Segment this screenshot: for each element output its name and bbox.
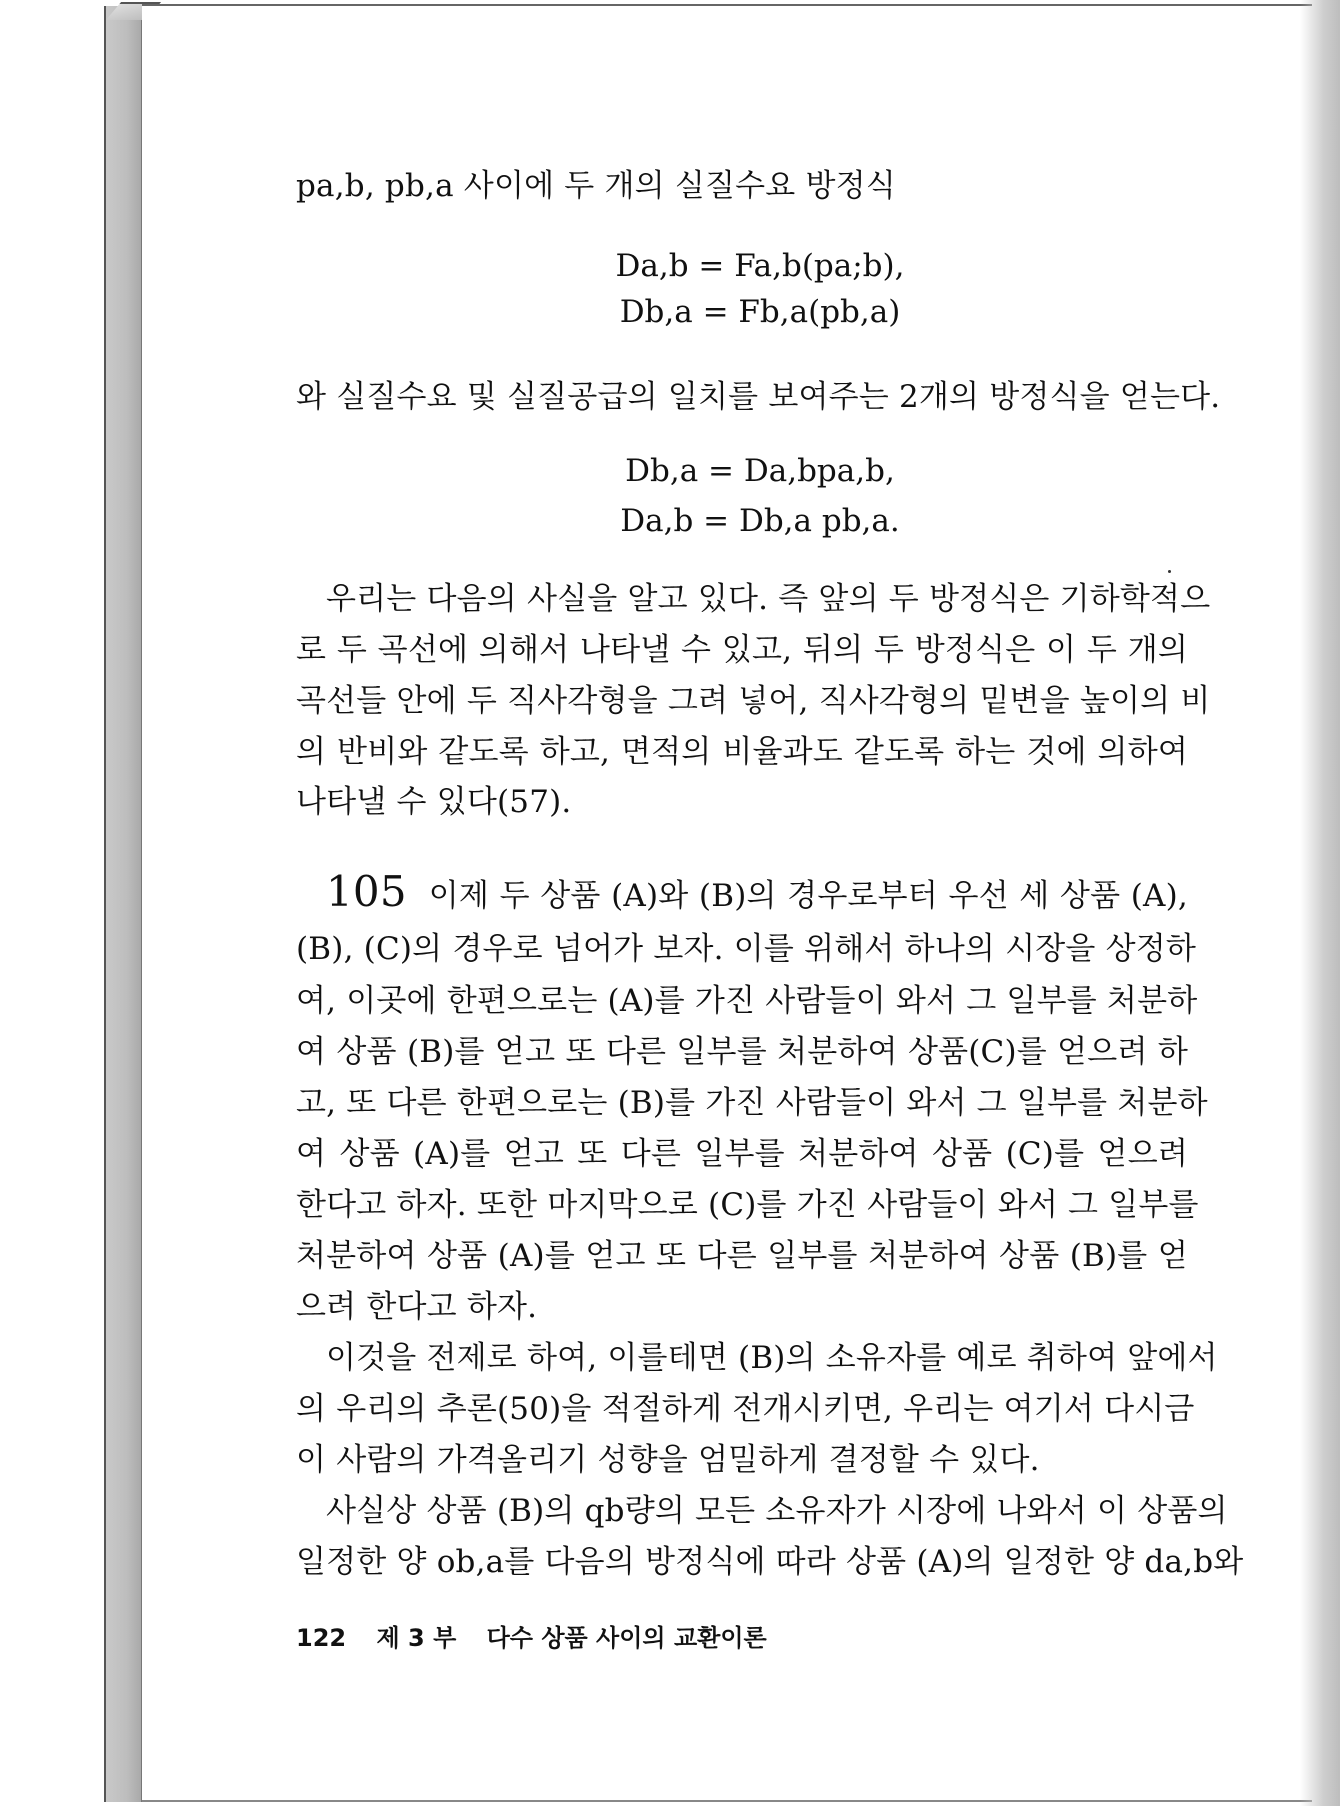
paragraph-1-line: 나타낼 수 있다(57).: [296, 784, 572, 820]
page-footer: [296, 1622, 789, 1654]
page-number: 122: [296, 1624, 347, 1652]
section-1-line: 고, 또 다른 한편으로는 (B)를 가진 사람들이 와서 그 일부를 처분하: [296, 1085, 1208, 1121]
section-1-line: 여 상품 (A)를 얻고 또 다른 일부를 처분하여 상품 (C)를 얻으려: [296, 1136, 1188, 1172]
paragraph-1-line: 곡선들 안에 두 직사각형을 그려 넣어, 직사각형의 밑변을 높이의 비: [296, 683, 1211, 719]
section-1-line: 이제 두 상품 (A)와 (B)의 경우로부터 우선 세 상품 (A),: [428, 878, 1188, 914]
section-2-line: 의 우리의 추론(50)을 적절하게 전개시키면, 우리는 여기서 다시금: [296, 1391, 1195, 1427]
equation-demand-ab: Da,b = Fa,b(pa;b),: [615, 248, 905, 284]
section-1-line: 여 상품 (B)를 얻고 또 다른 일부를 처분하여 상품(C)를 얻으려 하: [296, 1034, 1188, 1070]
section-1-line: (B), (C)의 경우로 넘어가 보자. 이를 위해서 하나의 시장을 상정하: [296, 931, 1197, 967]
intro-line: pa,b, pb,a 사이에 두 개의 실질수요 방정식: [296, 168, 896, 204]
book-spine-edge: [104, 6, 142, 1802]
paragraph-1-line: 로 두 곡선에 의해서 나타낼 수 있고, 뒤의 두 방정식은 이 두 개의: [296, 632, 1188, 668]
speck: [1168, 570, 1171, 573]
paragraph-1-line: 우리는 다음의 사실을 알고 있다. 즉 앞의 두 방정식은 기하학적으: [326, 581, 1211, 617]
section-1-line: 처분하여 상품 (A)를 얻고 또 다른 일부를 처분하여 상품 (B)를 얻: [296, 1238, 1188, 1274]
section-1-line: 한다고 하자. 또한 마지막으로 (C)를 가진 사람들이 와서 그 일부를: [296, 1187, 1199, 1223]
section-3-line: 사실상 상품 (B)의 qb량의 모든 소유자가 시장에 나와서 이 상품의: [326, 1493, 1228, 1529]
page-right-shadow: [1300, 0, 1340, 1806]
section-3-line: 일정한 양 ob,a를 다음의 방정식에 따라 상품 (A)의 일정한 양 da,b와: [296, 1544, 1244, 1580]
equation-equality-ba: Db,a = Da,bpa,b,: [625, 453, 895, 489]
middle-line: 와 실질수요 및 실질공급의 일치를 보여주는 2개의 방정식을 얻는다.: [296, 379, 1221, 415]
chapter-title: 다수 상품 사이의 교환이론: [486, 1624, 767, 1652]
part-label: 제 3 부: [376, 1624, 457, 1652]
section-2-line: 이것을 전제로 하여, 이를테면 (B)의 소유자를 예로 취하여 앞에서: [326, 1340, 1218, 1376]
section-105-first-line: [296, 867, 1188, 916]
section-1-line: 여, 이곳에 한편으로는 (A)를 가진 사람들이 와서 그 일부를 처분하: [296, 983, 1198, 1019]
equation-demand-ba: Db,a = Fb,a(pb,a): [619, 294, 901, 330]
section-2-line: 이 사람의 가격올리기 성향을 엄밀하게 결정할 수 있다.: [296, 1442, 1040, 1478]
equation-equality-ab: Da,b = Db,a pb,a.: [620, 503, 900, 539]
section-1-line: 으려 한다고 하자.: [296, 1289, 538, 1325]
section-number: 105: [326, 867, 407, 916]
paragraph-1-line: 의 반비와 같도록 하고, 면적의 비율과도 같도록 하는 것에 의하여: [296, 734, 1188, 770]
